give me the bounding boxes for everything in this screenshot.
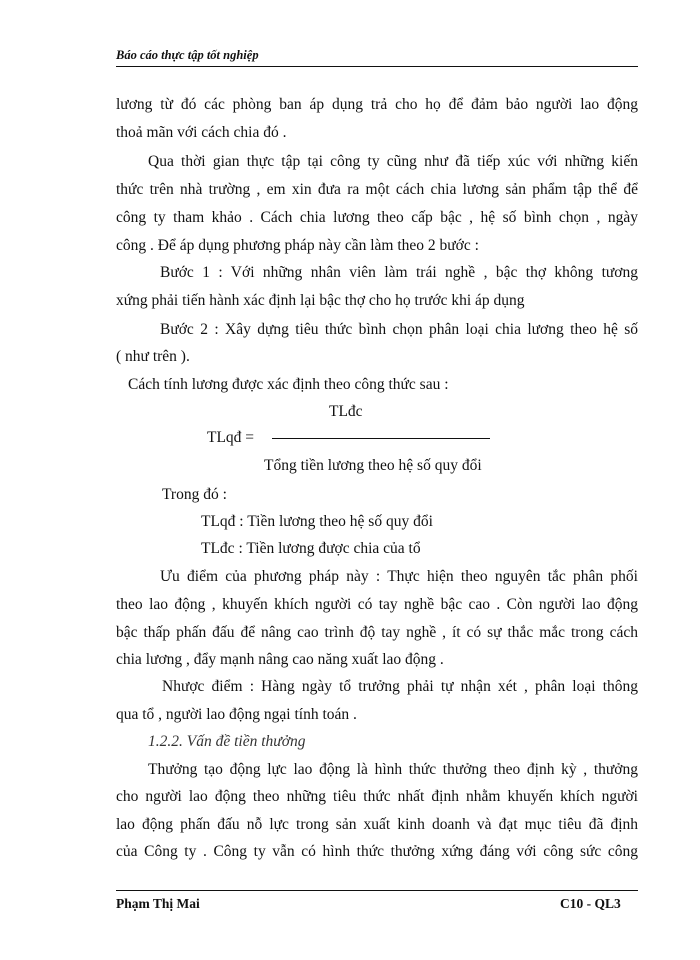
definition-line: TLđc : Tiền lương được chia của tổ (201, 540, 421, 557)
text-line: Bước 1 : Với những nhân viên làm trái nghề , bậc thợ không tương (160, 264, 638, 281)
page-header-title: Báo cáo thực tập tốt nghiệp (116, 48, 259, 62)
formula-lhs: TLqđ = (207, 429, 255, 446)
text-line: Cách tính lương được xác định theo công thức sau : (128, 376, 449, 393)
text-line: lao động phấn đấu nỗ lực trong sản xuất kinh doanh và đạt mục tiêu đã định (116, 816, 638, 833)
text-line: công . Để áp dụng phương pháp này cần làm theo 2 bước : (116, 237, 479, 254)
text-line: Ưu điểm của phương pháp này : Thực hiện theo nguyên tắc phân phối (160, 568, 638, 585)
text-line: của Công ty . Công ty vẫn có hình thức thưởng xứng đáng với công sức công (116, 843, 638, 860)
text-line: ( như trên ). (116, 348, 190, 365)
text-line: Trong đó : (162, 486, 227, 503)
formula-numerator: TLđc (329, 403, 363, 420)
text-line: thức trên nhà trường , em xin đưa ra một cách chia lương sản phẩm tập thể để (116, 181, 638, 198)
text-line: Qua thời gian thực tập tại công ty cũng như đã tiếp xúc với những kiến (148, 153, 638, 170)
formula-denominator: Tổng tiền lương theo hệ số quy đổi (264, 457, 482, 474)
text-line: qua tổ , người lao động ngại tính toán . (116, 706, 357, 723)
text-line: cho người lao động theo những tiêu thức nhất định nhằm khuyến khích người (116, 788, 638, 805)
text-line: thoả mãn với cách chia đó . (116, 124, 287, 141)
text-line: Nhược điểm : Hàng ngày tổ trưởng phải tự nhận xét , phân loại thông (162, 678, 638, 695)
text-line: Bước 2 : Xây dựng tiêu thức bình chọn phân loại chia lương theo hệ số (160, 321, 638, 338)
section-heading: 1.2.2. Vấn đề tiền thưởng (148, 733, 306, 750)
footer-author: Phạm Thị Mai (116, 896, 200, 911)
text-line: bậc thấp phấn đấu để nâng cao trình độ tay nghề , ít có sự thắc mắc trong cách (116, 624, 638, 641)
text-line: xứng phải tiến hành xác định lại bậc thợ cho họ trước khi áp dụng (116, 292, 525, 309)
text-line: lương từ đó các phòng ban áp dụng trả cho họ để đảm bảo người lao động (116, 96, 638, 113)
footer-rule (116, 890, 638, 891)
text-line: Thưởng tạo động lực lao động là hình thức thưởng theo định kỳ , thưởng (148, 761, 638, 778)
footer-class: C10 - QL3 (560, 896, 621, 911)
fraction-bar (272, 438, 490, 439)
header-rule (116, 66, 638, 67)
text-line: công ty tham khảo . Cách chia lương theo cấp bậc , hệ số bình chọn , ngày (116, 209, 638, 226)
text-line: chia lương , đẩy mạnh nâng cao năng xuất lao động . (116, 651, 444, 668)
text-line: theo lao động , khuyến khích người có tay nghề bậc cao . Còn người lao động (116, 596, 638, 613)
definition-line: TLqđ : Tiền lương theo hệ số quy đổi (201, 513, 433, 530)
